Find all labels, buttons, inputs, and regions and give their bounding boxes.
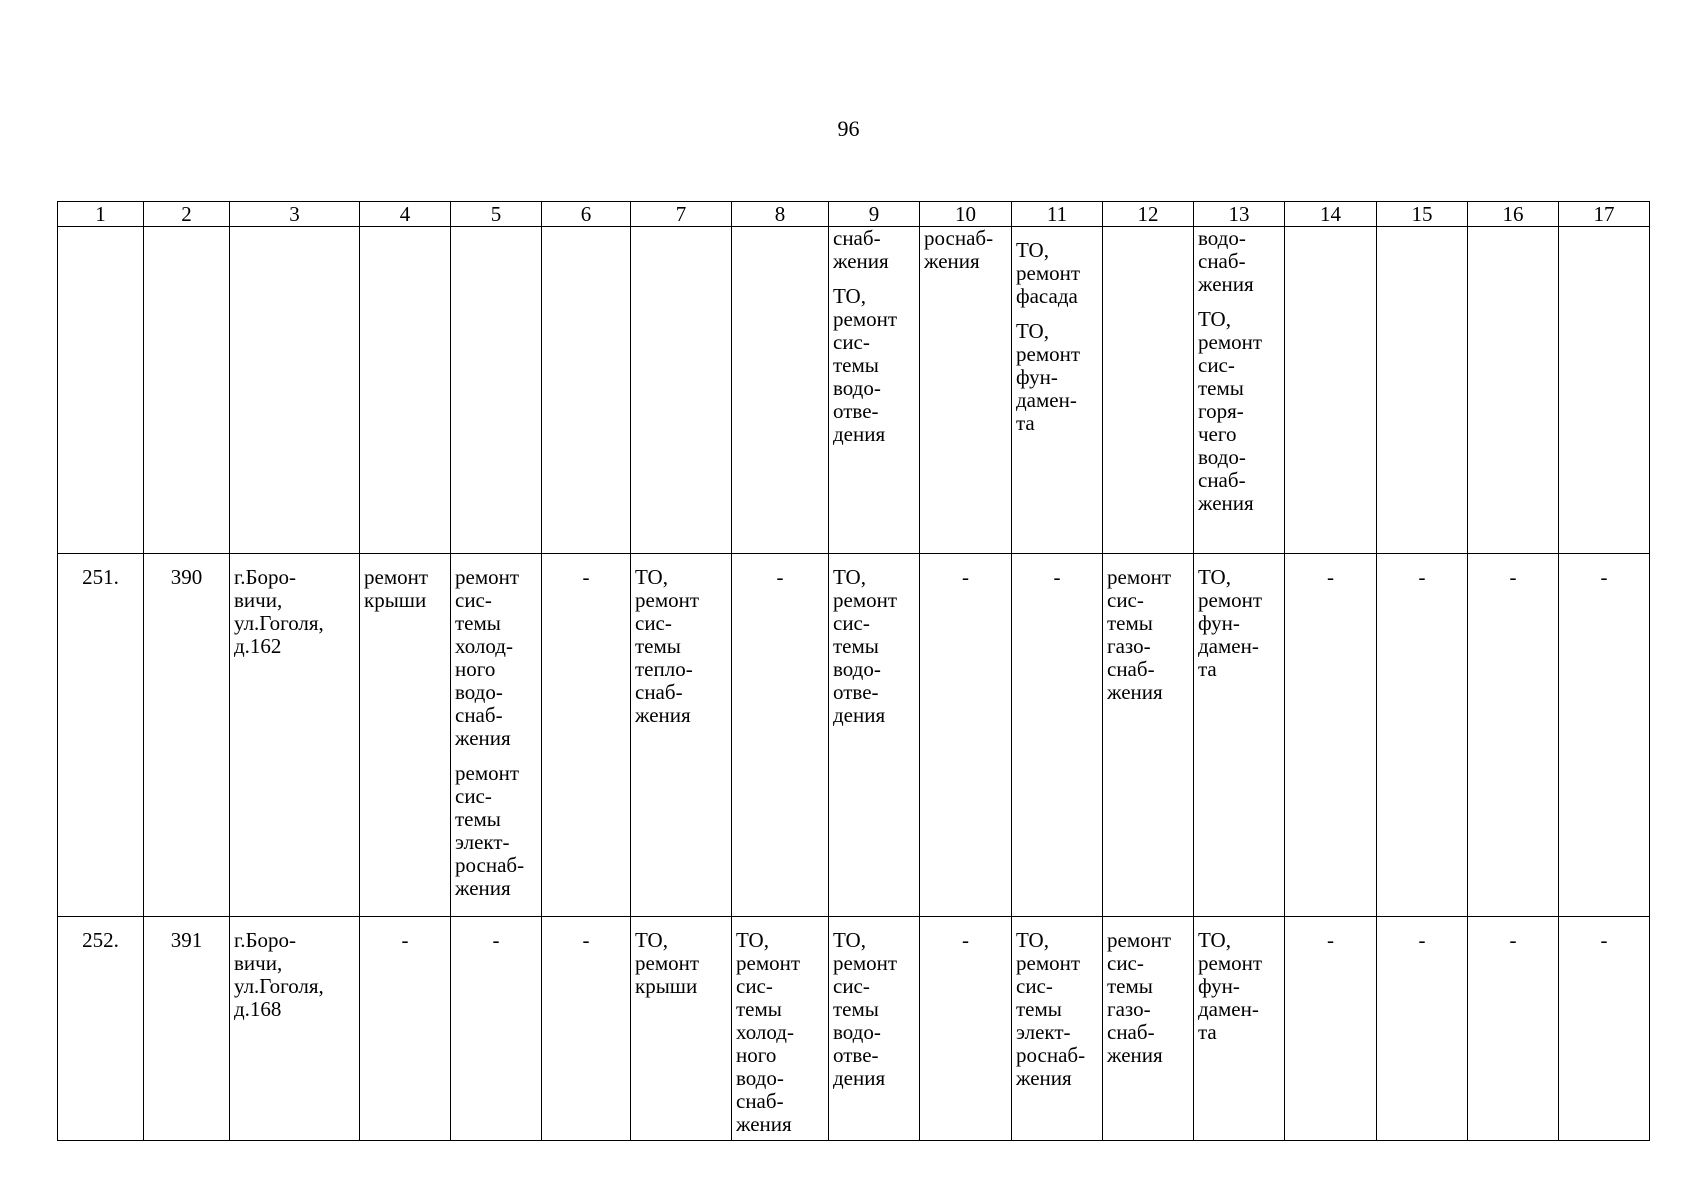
cell-text-line: газо- xyxy=(1107,997,1151,1021)
cell-text-line: темы xyxy=(833,634,879,658)
cell-text-line: сис- xyxy=(1198,353,1235,377)
cell-entry xyxy=(833,285,915,446)
cell-text-line: ТО, xyxy=(1016,928,1049,952)
cell-col-13 xyxy=(1194,554,1285,917)
cell-text-line: ного xyxy=(736,1043,777,1067)
repair-schedule-table xyxy=(57,201,1650,1141)
cell-col-4 xyxy=(360,227,451,554)
column-header-10: 10 xyxy=(920,202,1012,227)
cell-text-line: темы xyxy=(1198,376,1244,400)
cell-text-line: д.162 xyxy=(234,634,282,658)
column-header-8: 8 xyxy=(732,202,829,227)
page-number: 96 xyxy=(837,116,860,141)
cell-text-line: ремонт xyxy=(1198,588,1263,612)
column-header-15: 15 xyxy=(1377,202,1468,227)
cell-text-line: крыши xyxy=(364,588,427,612)
cell-text-line: вичи, xyxy=(234,951,283,975)
cell-text-line: сис- xyxy=(736,974,773,998)
cell-text-line: темы xyxy=(736,997,782,1021)
cell-text-line: снаб- xyxy=(736,1089,784,1113)
cell-entry xyxy=(924,227,1007,273)
cell-entry xyxy=(1107,566,1189,704)
cell-text-line: жения xyxy=(1107,1043,1163,1067)
cell-text-line: снаб- xyxy=(455,703,503,727)
cell-text-line: ТО, xyxy=(833,284,866,308)
cell-text-line: дения xyxy=(833,422,886,446)
cell-entry xyxy=(635,929,727,998)
cell-entry xyxy=(1016,929,1098,1090)
cell-text-line: водо- xyxy=(1198,445,1246,469)
cell-text-line: ремонт xyxy=(635,951,700,975)
cell-entry xyxy=(364,566,446,612)
cell-text-line: жения xyxy=(736,1112,792,1136)
cell-col-2 xyxy=(144,227,230,554)
cell-col-1 xyxy=(58,227,144,554)
cell-text-line: дения xyxy=(833,703,886,727)
cell-text-line: водо- xyxy=(1198,226,1246,250)
cell-text-line: ТО, xyxy=(833,565,866,589)
cell-text-line: жения xyxy=(833,249,889,273)
cell-col-5 xyxy=(451,554,542,917)
cell-text-line: жения xyxy=(455,876,511,900)
cell-text-line: ТО, xyxy=(1198,928,1231,952)
cell-col-14: - xyxy=(1285,917,1377,1141)
cell-text-line: роснаб- xyxy=(455,853,525,877)
cell-col-8 xyxy=(732,227,829,554)
cell-entry xyxy=(635,566,727,727)
column-header-3: 3 xyxy=(230,202,360,227)
cell-entry xyxy=(1107,929,1189,1067)
cell-text-line: темы xyxy=(833,353,879,377)
cell-col-15: - xyxy=(1377,917,1468,1141)
cell-text-line: ТО, xyxy=(1198,307,1231,331)
cell-col-16: - xyxy=(1468,554,1559,917)
cell-text-line: сис- xyxy=(833,974,870,998)
cell-entry xyxy=(1198,227,1280,296)
cell-col-13 xyxy=(1194,227,1285,554)
cell-text-line: ремонт xyxy=(736,951,801,975)
cell-col-11: - xyxy=(1012,554,1103,917)
cell-text-line: крыши xyxy=(635,974,698,998)
cell-col-9 xyxy=(829,554,920,917)
cell-text-line: ТО, xyxy=(736,928,769,952)
cell-text-line: темы xyxy=(833,997,879,1021)
cell-text-line: сис- xyxy=(1107,588,1144,612)
cell-text-line: водо- xyxy=(833,657,881,681)
cell-entry xyxy=(455,566,537,750)
cell-col-11 xyxy=(1012,917,1103,1141)
cell-entry xyxy=(736,929,824,1136)
cell-text-line: ремонт xyxy=(1016,342,1081,366)
column-header-9: 9 xyxy=(829,202,920,227)
cell-entry xyxy=(455,762,537,900)
cell-text-line: элект- xyxy=(455,830,510,854)
cell-text-line: жения xyxy=(1198,272,1254,296)
cell-col-4 xyxy=(360,554,451,917)
cell-text-line: горя- xyxy=(1198,399,1244,423)
cell-text-line: холод- xyxy=(736,1020,794,1044)
cell-text-line: ремонт xyxy=(455,565,520,589)
cell-text-line: ТО, xyxy=(1198,565,1231,589)
cell-text-line: отве- xyxy=(833,680,879,704)
cell-text-line: ремонт xyxy=(1198,951,1263,975)
cell-text-line: темы xyxy=(1107,974,1153,998)
cell-col-1: 252. xyxy=(58,917,144,1141)
cell-col-9 xyxy=(829,917,920,1141)
cell-text-line: ремонт xyxy=(833,588,898,612)
cell-entry xyxy=(1016,320,1098,435)
cell-text-line: ного xyxy=(455,657,496,681)
cell-text-line: дамен- xyxy=(1016,388,1077,412)
cell-col-1: 251. xyxy=(58,554,144,917)
cell-text-line: ремонт xyxy=(1107,565,1172,589)
cell-col-2: 391 xyxy=(144,917,230,1141)
cell-entry xyxy=(1198,308,1280,515)
cell-text-line: сис- xyxy=(455,784,492,808)
cell-text-line: снаб- xyxy=(1107,1020,1155,1044)
cell-col-17 xyxy=(1559,227,1650,554)
cell-text-line: фасада xyxy=(1016,284,1078,308)
cell-text-line: сис- xyxy=(635,611,672,635)
cell-text-line: фун- xyxy=(1198,974,1240,998)
cell-col-6 xyxy=(542,227,631,554)
cell-col-17: - xyxy=(1559,554,1650,917)
cell-text-line: темы xyxy=(455,611,501,635)
cell-text-line: ремонт xyxy=(1107,928,1172,952)
table-row xyxy=(58,917,1650,1141)
cell-col-5 xyxy=(451,227,542,554)
column-header-4: 4 xyxy=(360,202,451,227)
cell-col-3 xyxy=(230,227,360,554)
cell-col-3 xyxy=(230,917,360,1141)
cell-text-line: отве- xyxy=(833,399,879,423)
cell-col-10 xyxy=(920,227,1012,554)
cell-text-line: ТО, xyxy=(635,565,668,589)
cell-text-line: жения xyxy=(1198,491,1254,515)
cell-text-line: ремонт xyxy=(833,951,898,975)
cell-text-line: вичи, xyxy=(234,588,283,612)
cell-text-line: снаб- xyxy=(1107,657,1155,681)
cell-text-line: д.168 xyxy=(234,997,282,1021)
cell-text-line: темы xyxy=(635,634,681,658)
cell-entry xyxy=(1198,566,1280,681)
column-header-6: 6 xyxy=(542,202,631,227)
column-header-14: 14 xyxy=(1285,202,1377,227)
cell-col-5: - xyxy=(451,917,542,1141)
column-header-7: 7 xyxy=(631,202,732,227)
cell-entry xyxy=(833,929,915,1090)
cell-text-line: ремонт xyxy=(1016,261,1081,285)
cell-col-6: - xyxy=(542,917,631,1141)
cell-col-16: - xyxy=(1468,917,1559,1141)
cell-text-line: темы xyxy=(455,807,501,831)
cell-text-line: холод- xyxy=(455,634,513,658)
cell-col-8 xyxy=(732,917,829,1141)
cell-col-14 xyxy=(1285,227,1377,554)
cell-entry xyxy=(234,929,355,1021)
cell-text-line: фун- xyxy=(1016,365,1058,389)
cell-text-line: сис- xyxy=(833,330,870,354)
cell-col-11 xyxy=(1012,227,1103,554)
cell-text-line: элект- xyxy=(1016,1020,1071,1044)
cell-text-line: та xyxy=(1198,657,1217,681)
cell-text-line: дамен- xyxy=(1198,634,1259,658)
cell-text-line: отве- xyxy=(833,1043,879,1067)
cell-text-line: снаб- xyxy=(1198,468,1246,492)
cell-entry xyxy=(833,227,915,273)
cell-text-line: водо- xyxy=(833,376,881,400)
cell-text-line: сис- xyxy=(1107,951,1144,975)
cell-entry xyxy=(1016,239,1098,308)
cell-text-line: жения xyxy=(635,703,691,727)
cell-col-10: - xyxy=(920,917,1012,1141)
column-header-17: 17 xyxy=(1559,202,1650,227)
cell-text-line: г.Боро- xyxy=(234,565,297,589)
cell-text-line: роснаб- xyxy=(924,226,994,250)
table-row xyxy=(58,554,1650,917)
cell-entry xyxy=(833,566,915,727)
cell-text-line: ремонт xyxy=(455,761,520,785)
cell-text-line: г.Боро- xyxy=(234,928,297,952)
cell-text-line: дения xyxy=(833,1066,886,1090)
cell-col-7 xyxy=(631,917,732,1141)
cell-text-line: снаб- xyxy=(635,680,683,704)
cell-text-line: жения xyxy=(455,726,511,750)
cell-col-3 xyxy=(230,554,360,917)
cell-col-7 xyxy=(631,227,732,554)
cell-col-2: 390 xyxy=(144,554,230,917)
cell-col-10: - xyxy=(920,554,1012,917)
cell-text-line: ремонт xyxy=(1016,951,1081,975)
column-header-1: 1 xyxy=(58,202,144,227)
cell-col-15 xyxy=(1377,227,1468,554)
cell-text-line: сис- xyxy=(455,588,492,612)
cell-col-17: - xyxy=(1559,917,1650,1141)
cell-text-line: жения xyxy=(1016,1066,1072,1090)
cell-text-line: ремонт xyxy=(364,565,429,589)
cell-col-4: - xyxy=(360,917,451,1141)
cell-text-line: роснаб- xyxy=(1016,1043,1086,1067)
cell-text-line: ТО, xyxy=(1016,319,1049,343)
cell-col-16 xyxy=(1468,227,1559,554)
cell-text-line: водо- xyxy=(455,680,503,704)
cell-text-line: жения xyxy=(924,249,980,273)
cell-text-line: сис- xyxy=(1016,974,1053,998)
cell-text-line: темы xyxy=(1016,997,1062,1021)
cell-text-line: дамен- xyxy=(1198,997,1259,1021)
cell-text-line: ремонт xyxy=(1198,330,1263,354)
cell-text-line: чего xyxy=(1198,422,1237,446)
cell-col-14: - xyxy=(1285,554,1377,917)
cell-col-9 xyxy=(829,227,920,554)
cell-text-line: водо- xyxy=(736,1066,784,1090)
cell-text-line: газо- xyxy=(1107,634,1151,658)
cell-text-line: жения xyxy=(1107,680,1163,704)
cell-col-12 xyxy=(1103,554,1194,917)
cell-text-line: снаб- xyxy=(1198,249,1246,273)
continuation-row xyxy=(58,227,1650,554)
cell-text-line: ремонт xyxy=(635,588,700,612)
cell-text-line: водо- xyxy=(833,1020,881,1044)
cell-col-12 xyxy=(1103,227,1194,554)
cell-entry xyxy=(1198,929,1280,1044)
column-header-13: 13 xyxy=(1194,202,1285,227)
cell-entry xyxy=(234,566,355,658)
cell-text-line: фун- xyxy=(1198,611,1240,635)
cell-text-line: ул.Гоголя, xyxy=(234,611,324,635)
cell-col-8: - xyxy=(732,554,829,917)
cell-text-line: сис- xyxy=(833,611,870,635)
column-header-12: 12 xyxy=(1103,202,1194,227)
column-header-16: 16 xyxy=(1468,202,1559,227)
cell-text-line: ТО, xyxy=(1016,238,1049,262)
cell-text-line: та xyxy=(1016,411,1035,435)
cell-col-15: - xyxy=(1377,554,1468,917)
cell-text-line: снаб- xyxy=(833,226,881,250)
cell-text-line: тепло- xyxy=(635,657,693,681)
cell-text-line: та xyxy=(1198,1020,1217,1044)
column-number-header-row xyxy=(58,202,1650,227)
cell-text-line: темы xyxy=(1107,611,1153,635)
cell-col-7 xyxy=(631,554,732,917)
cell-text-line: ремонт xyxy=(833,307,898,331)
column-header-5: 5 xyxy=(451,202,542,227)
cell-col-12 xyxy=(1103,917,1194,1141)
cell-text-line: ТО, xyxy=(635,928,668,952)
cell-text-line: ТО, xyxy=(833,928,866,952)
cell-col-6: - xyxy=(542,554,631,917)
column-header-2: 2 xyxy=(144,202,230,227)
column-header-11: 11 xyxy=(1012,202,1103,227)
cell-col-13 xyxy=(1194,917,1285,1141)
cell-text-line: ул.Гоголя, xyxy=(234,974,324,998)
